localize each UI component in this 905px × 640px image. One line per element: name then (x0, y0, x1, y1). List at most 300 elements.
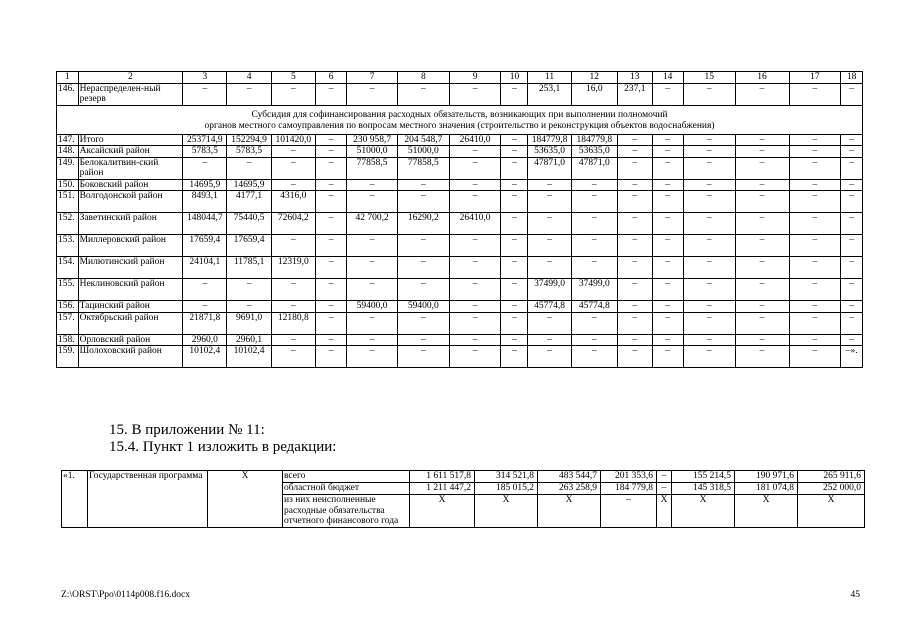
table-cell: – (618, 279, 653, 301)
table-cell: – (841, 279, 863, 301)
table-cell: – (683, 257, 735, 279)
table-cell: 237,1 (618, 83, 653, 105)
row-label: Боковский район (78, 179, 183, 191)
table-cell: – (315, 191, 346, 213)
table-cell: – (501, 346, 528, 368)
program-row-total (62, 471, 865, 483)
row-number: 150. (57, 179, 79, 191)
table-cell: – (652, 257, 683, 279)
table-cell: – (571, 213, 617, 235)
header-cell: 12 (571, 72, 617, 84)
table-cell: – (449, 346, 501, 368)
table-cell: 45774,8 (571, 301, 617, 313)
table-cell: – (683, 312, 735, 334)
table-cell: 75440,5 (227, 213, 271, 235)
table-cell: – (315, 146, 346, 158)
program-cell: 1 211 447,2 (410, 483, 475, 495)
table-cell: – (618, 179, 653, 191)
table-cell: – (571, 346, 617, 368)
table-cell: – (183, 279, 227, 301)
table-cell: 17659,4 (183, 235, 227, 257)
table-cell: – (347, 279, 398, 301)
table-cell: – (501, 301, 528, 313)
section-heading: 15. В приложении № 11: (109, 422, 265, 438)
table-cell: – (449, 312, 501, 334)
row-label: Тацинский район (78, 301, 183, 313)
table-cell: 26410,0 (449, 213, 501, 235)
table-cell: – (618, 312, 653, 334)
table-cell: – (683, 279, 735, 301)
header-cell: 17 (789, 72, 841, 84)
table-cell: – (683, 213, 735, 235)
table-cell: – (735, 334, 789, 346)
table-cell: – (789, 301, 841, 313)
row-label: Неклиновский район (78, 279, 183, 301)
table-cell: – (501, 334, 528, 346)
table-cell: – (528, 346, 571, 368)
program-table (61, 470, 865, 528)
table-cell: 2960,0 (183, 334, 227, 346)
table-cell: – (397, 83, 449, 105)
table-cell: – (397, 312, 449, 334)
row-number: 155. (57, 279, 79, 301)
table-cell: 101420,0 (271, 134, 315, 146)
subsidy-table (56, 71, 863, 368)
header-cell: 1 (57, 72, 79, 84)
table-cell: – (315, 179, 346, 191)
table-cell: – (618, 346, 653, 368)
table-cell: – (347, 257, 398, 279)
table-cell: – (618, 157, 653, 179)
table-cell: – (841, 235, 863, 257)
section-subheading: 15.4. Пункт 1 изложить в редакции: (109, 439, 337, 455)
table-cell: – (315, 312, 346, 334)
table-cell: – (683, 83, 735, 105)
table-cell: – (315, 301, 346, 313)
table-cell: – (683, 146, 735, 158)
program-cell: 181 074,8 (735, 483, 798, 495)
table-cell: – (735, 279, 789, 301)
table-cell: 10102,4 (183, 346, 227, 368)
header-cell: 9 (449, 72, 501, 84)
table-cell: – (652, 157, 683, 179)
table-cell: – (841, 83, 863, 105)
table-cell: – (735, 257, 789, 279)
table-cell: – (315, 213, 346, 235)
table-cell: – (347, 83, 398, 105)
table-row (57, 213, 863, 235)
table-cell: 47871,0 (528, 157, 571, 179)
program-number: «1. (62, 471, 88, 528)
table-cell: – (841, 312, 863, 334)
table-cell: 24104,1 (183, 257, 227, 279)
table-cell: – (449, 235, 501, 257)
table-cell: 14695,9 (183, 179, 227, 191)
program-cell: X (475, 495, 538, 528)
table-cell: – (347, 346, 398, 368)
table-cell: – (735, 83, 789, 105)
table-cell: – (271, 83, 315, 105)
table-cell: – (789, 346, 841, 368)
table-cell: 184779,8 (571, 134, 617, 146)
table-cell: – (735, 301, 789, 313)
table-cell: – (841, 191, 863, 213)
row-label: Итого (78, 134, 183, 146)
table-cell: – (735, 213, 789, 235)
program-cell: X (538, 495, 601, 528)
row-number: 151. (57, 191, 79, 213)
row-label: Заветинский район (78, 213, 183, 235)
table-row (57, 157, 863, 179)
table-cell: 12180,8 (271, 312, 315, 334)
table-cell: – (571, 312, 617, 334)
table-cell: 230 958,7 (347, 134, 398, 146)
table-cell: – (501, 146, 528, 158)
table-cell: – (618, 134, 653, 146)
table-row (57, 235, 863, 257)
table-row (57, 346, 863, 368)
row-number: 149. (57, 157, 79, 179)
table-cell: – (618, 235, 653, 257)
row-label: Орловский район (78, 334, 183, 346)
table-cell: – (347, 235, 398, 257)
header-cell: 4 (227, 72, 271, 84)
table-cell: – (397, 191, 449, 213)
table-cell: – (841, 257, 863, 279)
header-cell: 15 (683, 72, 735, 84)
table-cell: – (683, 179, 735, 191)
header-cell: 14 (652, 72, 683, 84)
subsidy-subtitle (57, 105, 863, 134)
table-cell: – (528, 257, 571, 279)
table-cell: 37499,0 (571, 279, 617, 301)
table-cell: 47871,0 (571, 157, 617, 179)
table-cell: – (735, 235, 789, 257)
table-cell: – (315, 346, 346, 368)
table-cell: – (652, 334, 683, 346)
table-cell: – (652, 312, 683, 334)
row-label: Миллеровский район (78, 235, 183, 257)
row-label: Шолоховский район (78, 346, 183, 368)
table-cell: 51000,0 (397, 146, 449, 158)
table-cell: – (735, 346, 789, 368)
table-cell: – (397, 257, 449, 279)
row-number: 146. (57, 83, 79, 105)
table-cell: – (315, 134, 346, 146)
program-cell: 185 015,2 (475, 483, 538, 495)
header-row (57, 72, 863, 84)
program-label: областной бюджет (283, 483, 410, 495)
table-cell: – (271, 157, 315, 179)
table-row (57, 334, 863, 346)
row-label: Аксайский район (78, 146, 183, 158)
header-cell: 7 (347, 72, 398, 84)
row-number: 147. (57, 134, 79, 146)
table-row (57, 191, 863, 213)
subtitle-line: органов местного самоуправления по вопросам местного значения (строительство и реконструкция объектов водоснабжения) (204, 120, 715, 131)
table-cell: 45774,8 (528, 301, 571, 313)
table-cell: – (528, 191, 571, 213)
row-number: 157. (57, 312, 79, 334)
program-cell: 252 000,0 (798, 483, 865, 495)
row-number: 158. (57, 334, 79, 346)
table-cell: – (618, 213, 653, 235)
table-cell: – (735, 179, 789, 191)
table-cell: – (501, 279, 528, 301)
table-cell: 37499,0 (528, 279, 571, 301)
table-cell: 5783,5 (183, 146, 227, 158)
table-cell: – (652, 346, 683, 368)
table-cell: – (501, 83, 528, 105)
table-cell: 53635,0 (528, 146, 571, 158)
table-cell: – (501, 191, 528, 213)
program-cell: X (410, 495, 475, 528)
table-cell: – (315, 279, 346, 301)
table-cell: – (449, 191, 501, 213)
subtitle-line: Субсидия для софинансирования расходных обязательств, возникающих при выполнении полномочий (251, 109, 668, 120)
row-number: 156. (57, 301, 79, 313)
table-cell: – (683, 346, 735, 368)
table-cell: – (449, 179, 501, 191)
table-cell: – (789, 334, 841, 346)
table-cell: – (397, 346, 449, 368)
table-cell: – (789, 279, 841, 301)
table-cell: – (271, 301, 315, 313)
table-cell: – (618, 146, 653, 158)
table-cell: 12319,0 (271, 257, 315, 279)
header-cell: 11 (528, 72, 571, 84)
table-cell: – (271, 279, 315, 301)
table-cell: 16,0 (571, 83, 617, 105)
table-cell: – (618, 301, 653, 313)
table-cell: – (271, 235, 315, 257)
table-cell: – (183, 83, 227, 105)
header-cell: 6 (315, 72, 346, 84)
table-cell: 8493,1 (183, 191, 227, 213)
table-cell: –». (841, 346, 863, 368)
table-cell: – (789, 179, 841, 191)
table-cell: – (397, 179, 449, 191)
table-cell: – (315, 235, 346, 257)
table-cell: – (271, 179, 315, 191)
table-cell: 42 700,2 (347, 213, 398, 235)
table-cell: – (449, 334, 501, 346)
header-cell: 13 (618, 72, 653, 84)
table-cell: – (571, 257, 617, 279)
table-cell: – (789, 312, 841, 334)
footer-file-path: Z:\ORST\Ppo\0114p008.f16.docx (61, 590, 190, 600)
header-cell: 10 (501, 72, 528, 84)
table-cell: – (841, 146, 863, 158)
table-cell: – (571, 235, 617, 257)
table-cell: – (789, 146, 841, 158)
table-cell: 204 548,7 (397, 134, 449, 146)
table-cell: 51000,0 (347, 146, 398, 158)
table-cell: 11785,1 (227, 257, 271, 279)
table-cell: – (501, 179, 528, 191)
table-cell: – (271, 334, 315, 346)
program-cell: 263 258,9 (538, 483, 601, 495)
table-cell: – (315, 334, 346, 346)
table-cell: 77858,5 (397, 157, 449, 179)
table-cell: – (347, 334, 398, 346)
header-cell: 8 (397, 72, 449, 84)
table-cell: – (528, 213, 571, 235)
table-cell: – (652, 191, 683, 213)
program-cell: – (657, 483, 672, 495)
table-cell: – (449, 257, 501, 279)
row-label: Волгодонской район (78, 191, 183, 213)
program-cell: – (657, 471, 672, 483)
table-cell: – (683, 191, 735, 213)
table-cell: – (789, 191, 841, 213)
table-cell: 21871,8 (183, 312, 227, 334)
table-cell: 253,1 (528, 83, 571, 105)
program-cell: 190 971,6 (735, 471, 798, 483)
table-cell: – (789, 235, 841, 257)
table-cell: – (227, 157, 271, 179)
table-row (57, 83, 863, 105)
program-cell: X (798, 495, 865, 528)
program-cell: – (601, 495, 657, 528)
table-cell: – (347, 312, 398, 334)
table-cell: – (683, 334, 735, 346)
table-cell: 26410,0 (449, 134, 501, 146)
program-cell: X (672, 495, 735, 528)
program-name: Государственная программа (88, 471, 208, 528)
program-cell: 184 779,8 (601, 483, 657, 495)
table-cell: – (528, 179, 571, 191)
table-cell: 77858,5 (347, 157, 398, 179)
row-label: Октябрьский район (78, 312, 183, 334)
table-cell: – (271, 346, 315, 368)
program-mark: X (208, 471, 283, 528)
header-cell: 2 (78, 72, 183, 84)
header-cell: 3 (183, 72, 227, 84)
table-cell: – (449, 301, 501, 313)
table-cell: 72604,2 (271, 213, 315, 235)
row-number: 153. (57, 235, 79, 257)
row-number: 148. (57, 146, 79, 158)
page-number: 45 (850, 590, 860, 600)
header-cell: 16 (735, 72, 789, 84)
table-cell: – (571, 191, 617, 213)
table-cell: – (571, 334, 617, 346)
table-cell: 17659,4 (227, 235, 271, 257)
table-cell: – (501, 235, 528, 257)
table-cell: – (652, 146, 683, 158)
table-cell: – (618, 334, 653, 346)
row-label: Белокалитвин-ский район (78, 157, 183, 179)
program-cell: 314 521,8 (475, 471, 538, 483)
table-cell: – (271, 146, 315, 158)
table-cell: 53635,0 (571, 146, 617, 158)
row-number: 159. (57, 346, 79, 368)
table-cell: – (449, 279, 501, 301)
table-cell: – (652, 279, 683, 301)
table-cell: 9691,0 (227, 312, 271, 334)
program-cell: 155 214,5 (672, 471, 735, 483)
table-cell: – (789, 257, 841, 279)
table-cell: – (652, 83, 683, 105)
program-label: всего (283, 471, 410, 483)
table-cell: 4177,1 (227, 191, 271, 213)
table-cell: 2960,1 (227, 334, 271, 346)
table-cell: – (347, 191, 398, 213)
row-label: Милютинский район (78, 257, 183, 279)
table-cell: – (683, 157, 735, 179)
table-cell: – (841, 179, 863, 191)
table-cell: – (315, 157, 346, 179)
table-cell: – (735, 157, 789, 179)
table-cell: – (449, 157, 501, 179)
table-cell: – (501, 157, 528, 179)
table-cell: – (528, 312, 571, 334)
table-cell: – (735, 191, 789, 213)
table-row (57, 146, 863, 158)
table-cell: – (618, 257, 653, 279)
program-cell: 265 911,6 (798, 471, 865, 483)
table-cell: – (501, 213, 528, 235)
program-cell: 483 544,7 (538, 471, 601, 483)
table-cell: – (315, 83, 346, 105)
table-cell: – (347, 179, 398, 191)
table-cell: – (683, 235, 735, 257)
table-cell: – (501, 134, 528, 146)
table-cell: 10102,4 (227, 346, 271, 368)
table-cell: – (789, 157, 841, 179)
table-cell: – (683, 134, 735, 146)
table-cell: 16290,2 (397, 213, 449, 235)
subtitle-row (57, 105, 863, 134)
table-row (57, 279, 863, 301)
program-label: из них неисполненные расходные обязательства отчетного финансового года (283, 495, 410, 528)
table-cell: – (571, 179, 617, 191)
table-cell: – (841, 334, 863, 346)
table-cell: 14695,9 (227, 179, 271, 191)
header-cell: 18 (841, 72, 863, 84)
table-cell: – (841, 213, 863, 235)
table-cell: 152294,9 (227, 134, 271, 146)
table-cell: – (735, 146, 789, 158)
table-cell: – (528, 235, 571, 257)
table-cell: – (227, 83, 271, 105)
program-cell: 1 611 517,8 (410, 471, 475, 483)
table-cell: – (501, 257, 528, 279)
table-cell: – (789, 213, 841, 235)
table-cell: 253714,9 (183, 134, 227, 146)
table-cell: – (652, 213, 683, 235)
table-cell: – (227, 279, 271, 301)
row-number: 152. (57, 213, 79, 235)
table-cell: – (618, 191, 653, 213)
table-cell: – (652, 235, 683, 257)
row-label: Нераспределен-ный резерв (78, 83, 183, 105)
program-cell: 201 353,6 (601, 471, 657, 483)
table-cell: – (841, 134, 863, 146)
table-cell: – (183, 157, 227, 179)
program-cell: 145 318,5 (672, 483, 735, 495)
table-cell: – (183, 301, 227, 313)
row-number: 154. (57, 257, 79, 279)
program-cell: X (657, 495, 672, 528)
table-cell: – (652, 301, 683, 313)
table-cell: – (789, 134, 841, 146)
table-cell: – (789, 83, 841, 105)
table-cell: 4316,0 (271, 191, 315, 213)
table-cell: – (735, 134, 789, 146)
table-cell: – (501, 312, 528, 334)
